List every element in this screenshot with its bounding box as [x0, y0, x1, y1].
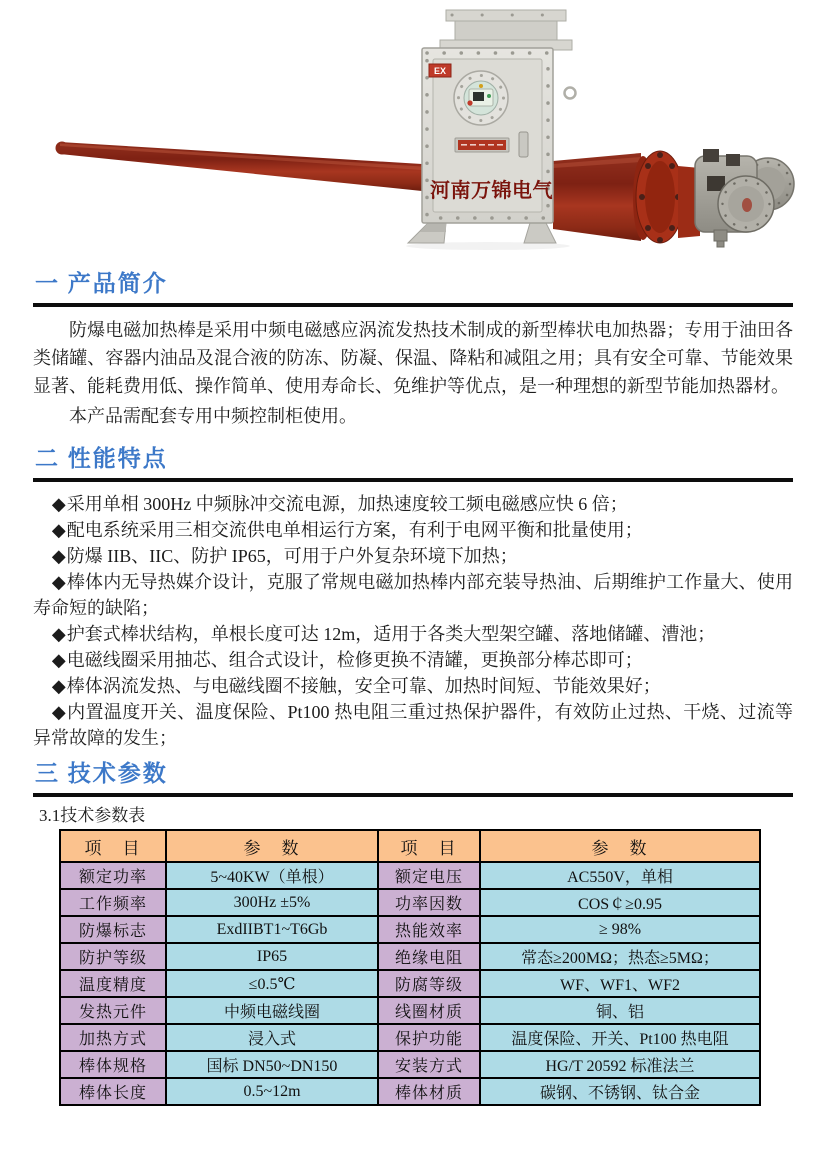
red-button: [467, 100, 472, 105]
spec-header-row: [60, 830, 760, 862]
spec-label-cell: 温度精度: [60, 970, 166, 997]
spec-label-cell: 棒体规格: [60, 1051, 166, 1078]
specs-table-caption: 3.1技术参数表: [39, 806, 146, 825]
feature-text: 采用单相 300Hz 中频脉冲交流电源，加热速度较工频电磁感应快 6 倍；: [66, 494, 628, 514]
watermark-text: 河南万锦电气: [430, 180, 553, 202]
section-features: [33, 446, 793, 751]
diamond-bullet-icon: ◆: [51, 676, 66, 696]
diamond-bullet-icon: ◆: [51, 650, 66, 670]
spec-value-cell: ≥ 98%: [480, 916, 760, 943]
feature-text: 棒体内无导热媒介设计，克服了常规电磁加热棒内部充装导热油、后期维护工作量大、使用寿命短的缺陷；: [33, 572, 793, 618]
door-handle: [519, 132, 528, 157]
feature-text: 内置温度开关、温度保险、Pt100 热电阻三重过热保护器件，有效防止过热、干烧、过流等异常故障的发生；: [33, 702, 794, 748]
feature-text: 防爆 IIB、IIC、防护 IP65，可用于户外复杂环境下加热；: [66, 546, 518, 566]
spec-row: [60, 997, 760, 1024]
nameplate: [455, 138, 509, 152]
heading-rule: [33, 303, 793, 307]
diamond-bullet-icon: ◆: [51, 494, 66, 514]
product-photo: [0, 0, 826, 265]
product-photo-illustration: [0, 0, 826, 265]
spec-value-cell: 浸入式: [166, 1024, 378, 1051]
porthole-display: [454, 71, 508, 125]
spec-value-cell: AC550V，单相: [480, 862, 760, 889]
section-intro-heading: 一 产品简介: [35, 271, 168, 296]
spec-value-cell: ≤0.5℃: [166, 970, 378, 997]
diamond-bullet-icon: ◆: [51, 520, 66, 540]
feature-text: 配电系统采用三相交流供电单相运行方案，有利于电网平衡和批量使用；: [66, 520, 643, 540]
spec-value-cell: 碳钢、不锈钢、钛合金: [480, 1078, 760, 1105]
section-specs-heading: 三 技术参数: [35, 761, 168, 786]
spec-label-cell: 热能效率: [378, 916, 480, 943]
feature-item: [33, 517, 793, 543]
terminal-junction-boxes: [695, 149, 794, 247]
spec-value-cell: 铜、铝: [480, 997, 760, 1024]
spec-table: [59, 829, 761, 1106]
spec-value-cell: 0.5~12m: [166, 1078, 378, 1105]
diamond-bullet-icon: ◆: [51, 572, 66, 592]
spec-label-cell: 保护功能: [378, 1024, 480, 1051]
feature-item: [33, 569, 793, 621]
spec-label-cell: 绝缘电阻: [378, 943, 480, 970]
spec-label-cell: 棒体材质: [378, 1078, 480, 1105]
section-features-heading: 二 性能特点: [35, 446, 168, 471]
spec-row: [60, 889, 760, 916]
spec-header-cell: 参 数: [480, 830, 760, 862]
green-indicator: [487, 94, 491, 98]
feature-item: [33, 699, 793, 751]
spec-row: [60, 862, 760, 889]
spec-row: [60, 943, 760, 970]
spec-value-cell: HG/T 20592 标准法兰: [480, 1051, 760, 1078]
diamond-bullet-icon: ◆: [51, 702, 67, 722]
spec-header-cell: 项 目: [60, 830, 166, 862]
feature-item: [33, 647, 793, 673]
spec-label-cell: 额定电压: [378, 862, 480, 889]
spec-header-cell: 参 数: [166, 830, 378, 862]
feature-item: [33, 491, 793, 517]
spec-label-cell: 线圈材质: [378, 997, 480, 1024]
spec-row: [60, 916, 760, 943]
section-intro: [33, 271, 793, 430]
heading-rule: [33, 793, 793, 797]
spec-value-cell: ExdIIBT1~T6Gb: [166, 916, 378, 943]
mounting-flange: [633, 151, 700, 243]
document-content: [0, 271, 826, 1106]
spec-label-cell: 棒体长度: [60, 1078, 166, 1105]
spec-value-cell: 中频电磁线圈: [166, 997, 378, 1024]
feature-item: [33, 673, 793, 699]
ex-badge: [429, 64, 451, 77]
diamond-bullet-icon: ◆: [51, 624, 66, 644]
feature-text: 电磁线圈采用抽芯、组合式设计，检修更换不清罐，更换部分棒芯即可；: [66, 650, 643, 670]
feature-item: [33, 543, 793, 569]
spec-value-cell: IP65: [166, 943, 378, 970]
intro-paragraph-1: 防爆电磁加热棒是采用中频电磁感应涡流发热技术制成的新型棒状电加热器；专用于油田各类储罐、容器内油品及混合液的防冻、防凝、保温、降粘和减阻之用；具有安全可靠、节能效果显著、能耗费用低、操作简单、使用寿命长、免维护等优点，是一种理想的新型节能加热器材。: [33, 320, 793, 396]
spec-row: [60, 1024, 760, 1051]
heading-rule: [33, 478, 793, 482]
spec-value-cell: 300Hz ±5%: [166, 889, 378, 916]
spec-value-cell: WF、WF1、WF2: [480, 970, 760, 997]
spec-label-cell: 安装方式: [378, 1051, 480, 1078]
spec-row: [60, 970, 760, 997]
diamond-bullet-icon: ◆: [51, 546, 66, 566]
feature-text: 棒体涡流发热、与电磁线圈不接触，安全可靠、加热时间短、节能效果好；: [66, 676, 661, 696]
spec-row: [60, 1078, 760, 1105]
spec-label-cell: 防护等级: [60, 943, 166, 970]
amber-indicator: [479, 84, 483, 88]
spec-value-cell: 5~40KW（单根）: [166, 862, 378, 889]
intro-paragraph-2: 本产品需配套专用中频控制柜使用。: [69, 406, 357, 426]
spec-label-cell: 防爆标志: [60, 916, 166, 943]
spec-row: [60, 1051, 760, 1078]
section-specs: [33, 761, 793, 1106]
feature-text: 护套式棒状结构，单根长度可达 12m，适用于各类大型架空罐、落地储罐、漕池；: [66, 624, 716, 644]
spec-label-cell: 防腐等级: [378, 970, 480, 997]
spec-label-cell: 工作频率: [60, 889, 166, 916]
feature-list: [33, 491, 793, 751]
spec-value-cell: COS￠≥0.95: [480, 889, 760, 916]
display-screen: [473, 92, 484, 101]
spec-label-cell: 加热方式: [60, 1024, 166, 1051]
spec-value-cell: 常态≥200MΩ；热态≥5MΩ；: [480, 943, 760, 970]
spec-label-cell: 功率因数: [378, 889, 480, 916]
spec-label-cell: 额定功率: [60, 862, 166, 889]
ex-badge-label: EX: [433, 66, 447, 76]
spec-value-cell: 国标 DN50~DN150: [166, 1051, 378, 1078]
lifting-eyelet: [565, 88, 576, 99]
spec-header-cell: 项 目: [378, 830, 480, 862]
control-cabinet: [406, 10, 576, 250]
feature-item: [33, 621, 793, 647]
spec-value-cell: 温度保险、开关、Pt100 热电阻: [480, 1024, 760, 1051]
spec-label-cell: 发热元件: [60, 997, 166, 1024]
